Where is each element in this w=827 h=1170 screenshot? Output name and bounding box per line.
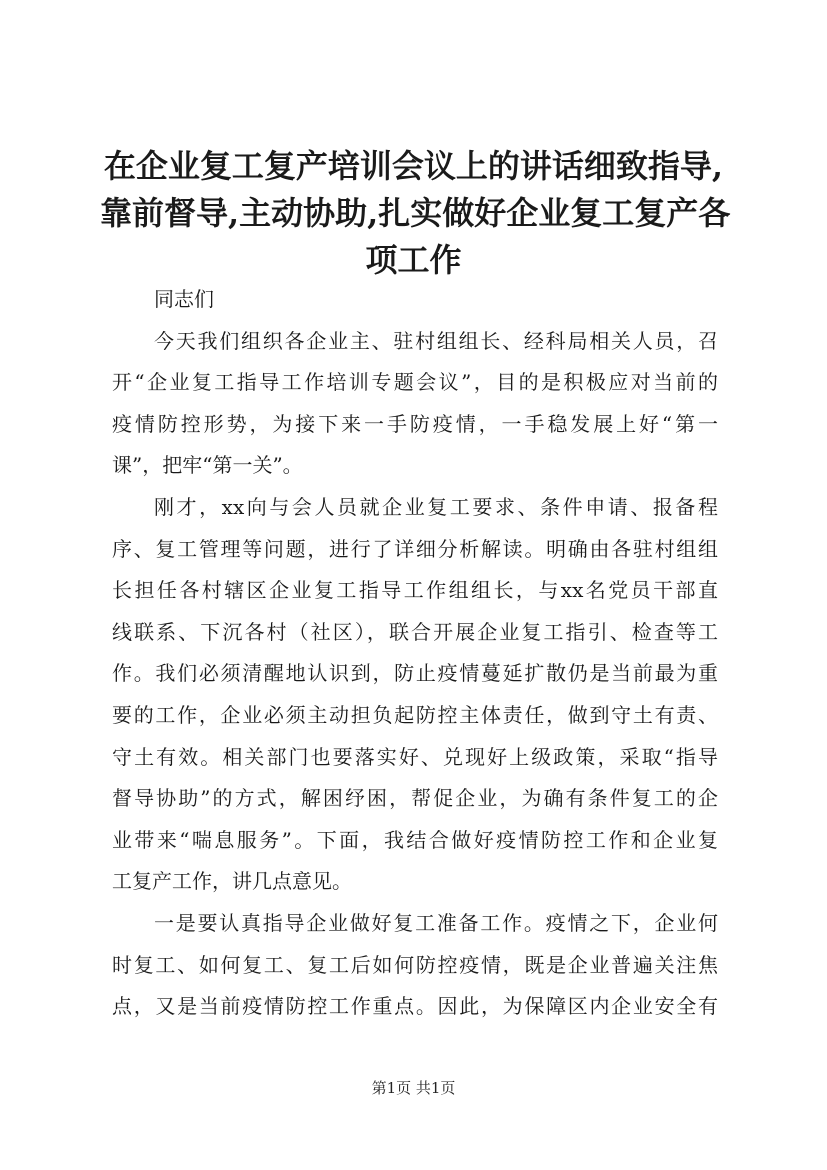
salutation-paragraph: [112, 279, 718, 321]
text-line: 今天我们组织各企业主、驻村组组长、经科局相关人员，召: [154, 328, 718, 353]
text-line: 作。我们必须清醒地认识到，防止疫情蔓延扩散仍是当前最为重: [112, 661, 718, 686]
title-line: 靠前督导,主动协助,扎实做好企业复工复产各: [100, 194, 731, 232]
body-paragraph: [112, 487, 718, 903]
text-line: 一是要认真指导企业做好复工准备工作。疫情之下，企业何: [154, 910, 718, 935]
text-line: 同志们: [154, 287, 214, 311]
text-line: 业带来“喘息服务”。下面，我结合做好疫情防控工作和企业复: [112, 827, 718, 852]
page-footer: 第1页 共1页: [371, 1079, 456, 1097]
text-line: 点，又是当前疫情防控工作重点。因此，为保障区内企业安全有: [112, 994, 718, 1019]
text-line: 疫情防控形势，为接下来一手防疫情，一手稳发展上好“第一: [112, 411, 718, 436]
text-line: 时复工、如何复工、复工后如何防控疫情，既是企业普遍关注焦: [112, 952, 718, 977]
text-line: 课”，把牢“第一关”。: [112, 453, 303, 478]
text-line: 守土有效。相关部门也要落实好、兑现好上级政策，采取“指导: [112, 744, 718, 769]
text-line: 开“企业复工指导工作培训专题会议”，目的是积极应对当前的: [112, 370, 718, 395]
text-line: 序、复工管理等问题，进行了详细分析解读。明确由各驻村组组: [112, 536, 718, 561]
text-line: 线联系、下沉各村（社区），联合开展企业复工指引、检查等工: [112, 619, 718, 644]
document-title: [100, 143, 731, 284]
text-line: 要的工作，企业必须主动担负起防控主体责任，做到守土有责、: [112, 702, 718, 727]
title-line: 在企业复工复产培训会议上的讲话细致指导,: [103, 147, 724, 185]
text-line: 督导协助”的方式，解困纾困，帮促企业，为确有条件复工的企: [112, 786, 718, 811]
text-line: 长担任各村辖区企业复工指导工作组组长，与xx名党员干部直: [112, 578, 718, 603]
text-line: 刚才，xx向与会人员就企业复工要求、条件申请、报备程: [154, 494, 718, 519]
body-paragraph: [112, 903, 718, 1028]
title-line: 项工作: [365, 241, 462, 279]
document-body: [112, 279, 718, 1028]
text-line: 工复产工作，讲几点意见。: [112, 869, 352, 894]
body-paragraph: [112, 321, 718, 487]
